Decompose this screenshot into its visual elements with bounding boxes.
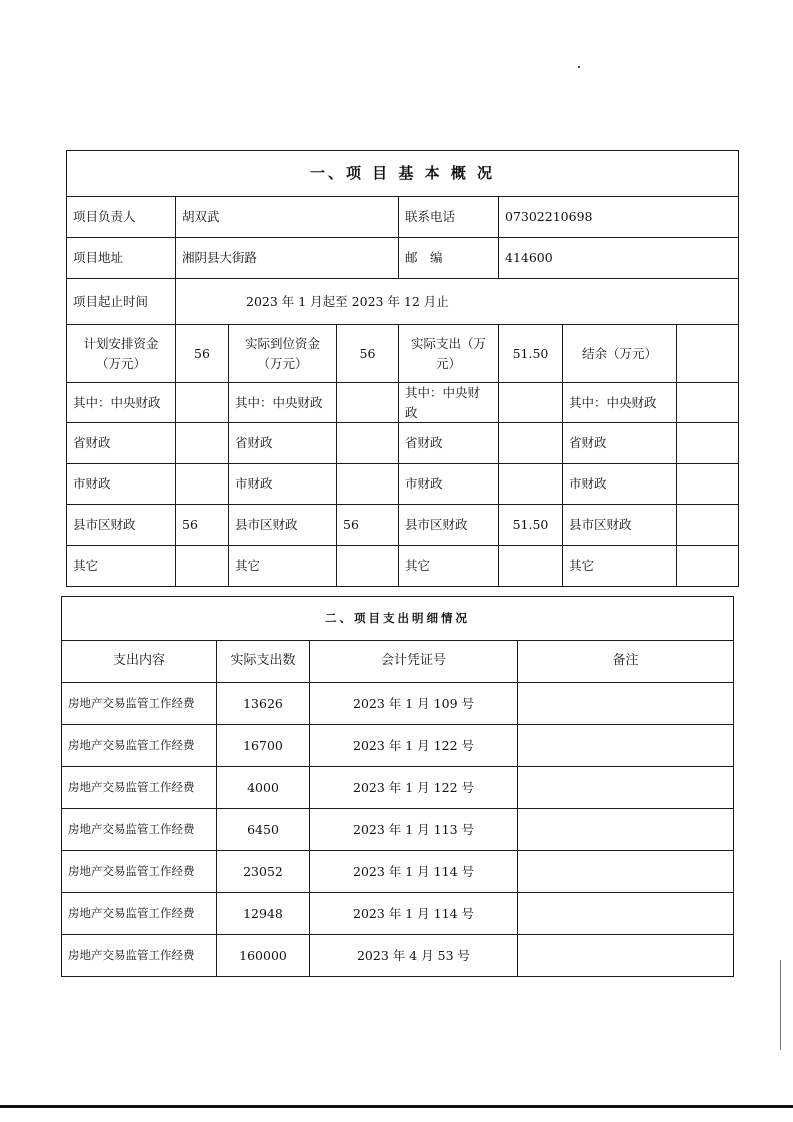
period-value: 2023 年 1 月起至 2023 年 12 月止: [176, 279, 739, 325]
fund-source-label: 其中：中央财政: [399, 383, 499, 423]
fund-source-label: 其它: [399, 546, 499, 587]
table-row: [62, 809, 734, 851]
voucher-number: 2023 年 1 月 114 号: [310, 851, 518, 893]
actual-spending-label: 实际支出（万元）: [399, 325, 499, 383]
expense-detail-table: [61, 596, 734, 977]
project-overview-table: [66, 150, 739, 587]
fund-source-value: [499, 464, 563, 505]
planned-funds-label: 计划安排资金（万元）: [67, 325, 176, 383]
voucher-number: 2023 年 1 月 114 号: [310, 893, 518, 935]
period-label: 项目起止时间: [67, 279, 176, 325]
fund-source-value: [499, 546, 563, 587]
remark: [518, 935, 734, 977]
voucher-number: 2023 年 1 月 122 号: [310, 767, 518, 809]
table-row: [62, 767, 734, 809]
phone-label: 联系电话: [399, 197, 499, 238]
table-row: [62, 683, 734, 725]
fund-source-value: 56: [337, 505, 399, 546]
scan-edge-mark: [780, 960, 781, 1050]
address-value: 湘阴县大街路: [176, 238, 399, 279]
fund-source-label: 省财政: [229, 423, 337, 464]
fund-source-label: 县市区财政: [67, 505, 176, 546]
fund-source-value: [677, 546, 739, 587]
expense-amount: 23052: [217, 851, 310, 893]
manager-value: 胡双武: [176, 197, 399, 238]
expense-amount: 16700: [217, 725, 310, 767]
phone-value: 07302210698: [499, 197, 739, 238]
expense-content: 房地产交易监管工作经费: [62, 935, 217, 977]
table-row: [62, 935, 734, 977]
postcode-value: 414600: [499, 238, 739, 279]
fund-source-label: 其中：中央财政: [563, 383, 677, 423]
received-funds-label: 实际到位资金（万元）: [229, 325, 337, 383]
voucher-number: 2023 年 4 月 53 号: [310, 935, 518, 977]
fund-source-value: [337, 423, 399, 464]
fund-source-value: [677, 383, 739, 423]
fund-source-value: 51.50: [499, 505, 563, 546]
fund-source-value: [176, 383, 229, 423]
table-row: [62, 893, 734, 935]
fund-source-label: 其中：中央财政: [67, 383, 176, 423]
table-row: [62, 851, 734, 893]
remark: [518, 725, 734, 767]
actual-spending-value: 51.50: [499, 325, 563, 383]
postcode-label: 邮 编: [399, 238, 499, 279]
fund-source-label: 市财政: [399, 464, 499, 505]
bottom-border-line: [0, 1105, 793, 1108]
column-header-remark: 备注: [518, 641, 734, 683]
fund-source-value: [176, 546, 229, 587]
remark: [518, 767, 734, 809]
fund-source-label: 市财政: [229, 464, 337, 505]
expense-amount: 13626: [217, 683, 310, 725]
fund-source-label: 市财政: [563, 464, 677, 505]
fund-source-value: [176, 423, 229, 464]
fund-source-value: [337, 546, 399, 587]
fund-source-value: [677, 423, 739, 464]
table-row: [62, 725, 734, 767]
column-header-content: 支出内容: [62, 641, 217, 683]
fund-source-value: [499, 383, 563, 423]
balance-value: [677, 325, 739, 383]
fund-source-label: 省财政: [399, 423, 499, 464]
remark: [518, 683, 734, 725]
expense-content: 房地产交易监管工作经费: [62, 893, 217, 935]
scan-speck: [578, 66, 580, 68]
fund-source-label: 市财政: [67, 464, 176, 505]
remark: [518, 809, 734, 851]
manager-label: 项目负责人: [67, 197, 176, 238]
fund-source-label: 其它: [67, 546, 176, 587]
address-label: 项目地址: [67, 238, 176, 279]
expense-content: 房地产交易监管工作经费: [62, 725, 217, 767]
voucher-number: 2023 年 1 月 109 号: [310, 683, 518, 725]
fund-source-value: [499, 423, 563, 464]
fund-source-label: 其它: [563, 546, 677, 587]
remark: [518, 893, 734, 935]
fund-source-value: [677, 464, 739, 505]
fund-source-value: 56: [176, 505, 229, 546]
expense-amount: 6450: [217, 809, 310, 851]
fund-source-label: 县市区财政: [229, 505, 337, 546]
expense-content: 房地产交易监管工作经费: [62, 683, 217, 725]
section2-title: 二、项目支出明细情况: [62, 597, 734, 641]
received-funds-value: 56: [337, 325, 399, 383]
fund-source-label: 县市区财政: [563, 505, 677, 546]
fund-source-value: [677, 505, 739, 546]
planned-funds-value: 56: [176, 325, 229, 383]
column-header-amount: 实际支出数: [217, 641, 310, 683]
fund-source-label: 县市区财政: [399, 505, 499, 546]
fund-source-label: 其它: [229, 546, 337, 587]
balance-label: 结余（万元）: [563, 325, 677, 383]
fund-source-label: 其中：中央财政: [229, 383, 337, 423]
voucher-number: 2023 年 1 月 122 号: [310, 725, 518, 767]
column-header-voucher: 会计凭证号: [310, 641, 518, 683]
expense-content: 房地产交易监管工作经费: [62, 809, 217, 851]
remark: [518, 851, 734, 893]
expense-amount: 160000: [217, 935, 310, 977]
fund-source-label: 省财政: [563, 423, 677, 464]
expense-amount: 4000: [217, 767, 310, 809]
fund-source-label: 省财政: [67, 423, 176, 464]
fund-source-value: [337, 383, 399, 423]
expense-content: 房地产交易监管工作经费: [62, 767, 217, 809]
section1-title: 一、项 目 基 本 概 况: [67, 151, 739, 197]
voucher-number: 2023 年 1 月 113 号: [310, 809, 518, 851]
expense-content: 房地产交易监管工作经费: [62, 851, 217, 893]
expense-amount: 12948: [217, 893, 310, 935]
fund-source-value: [176, 464, 229, 505]
fund-source-value: [337, 464, 399, 505]
